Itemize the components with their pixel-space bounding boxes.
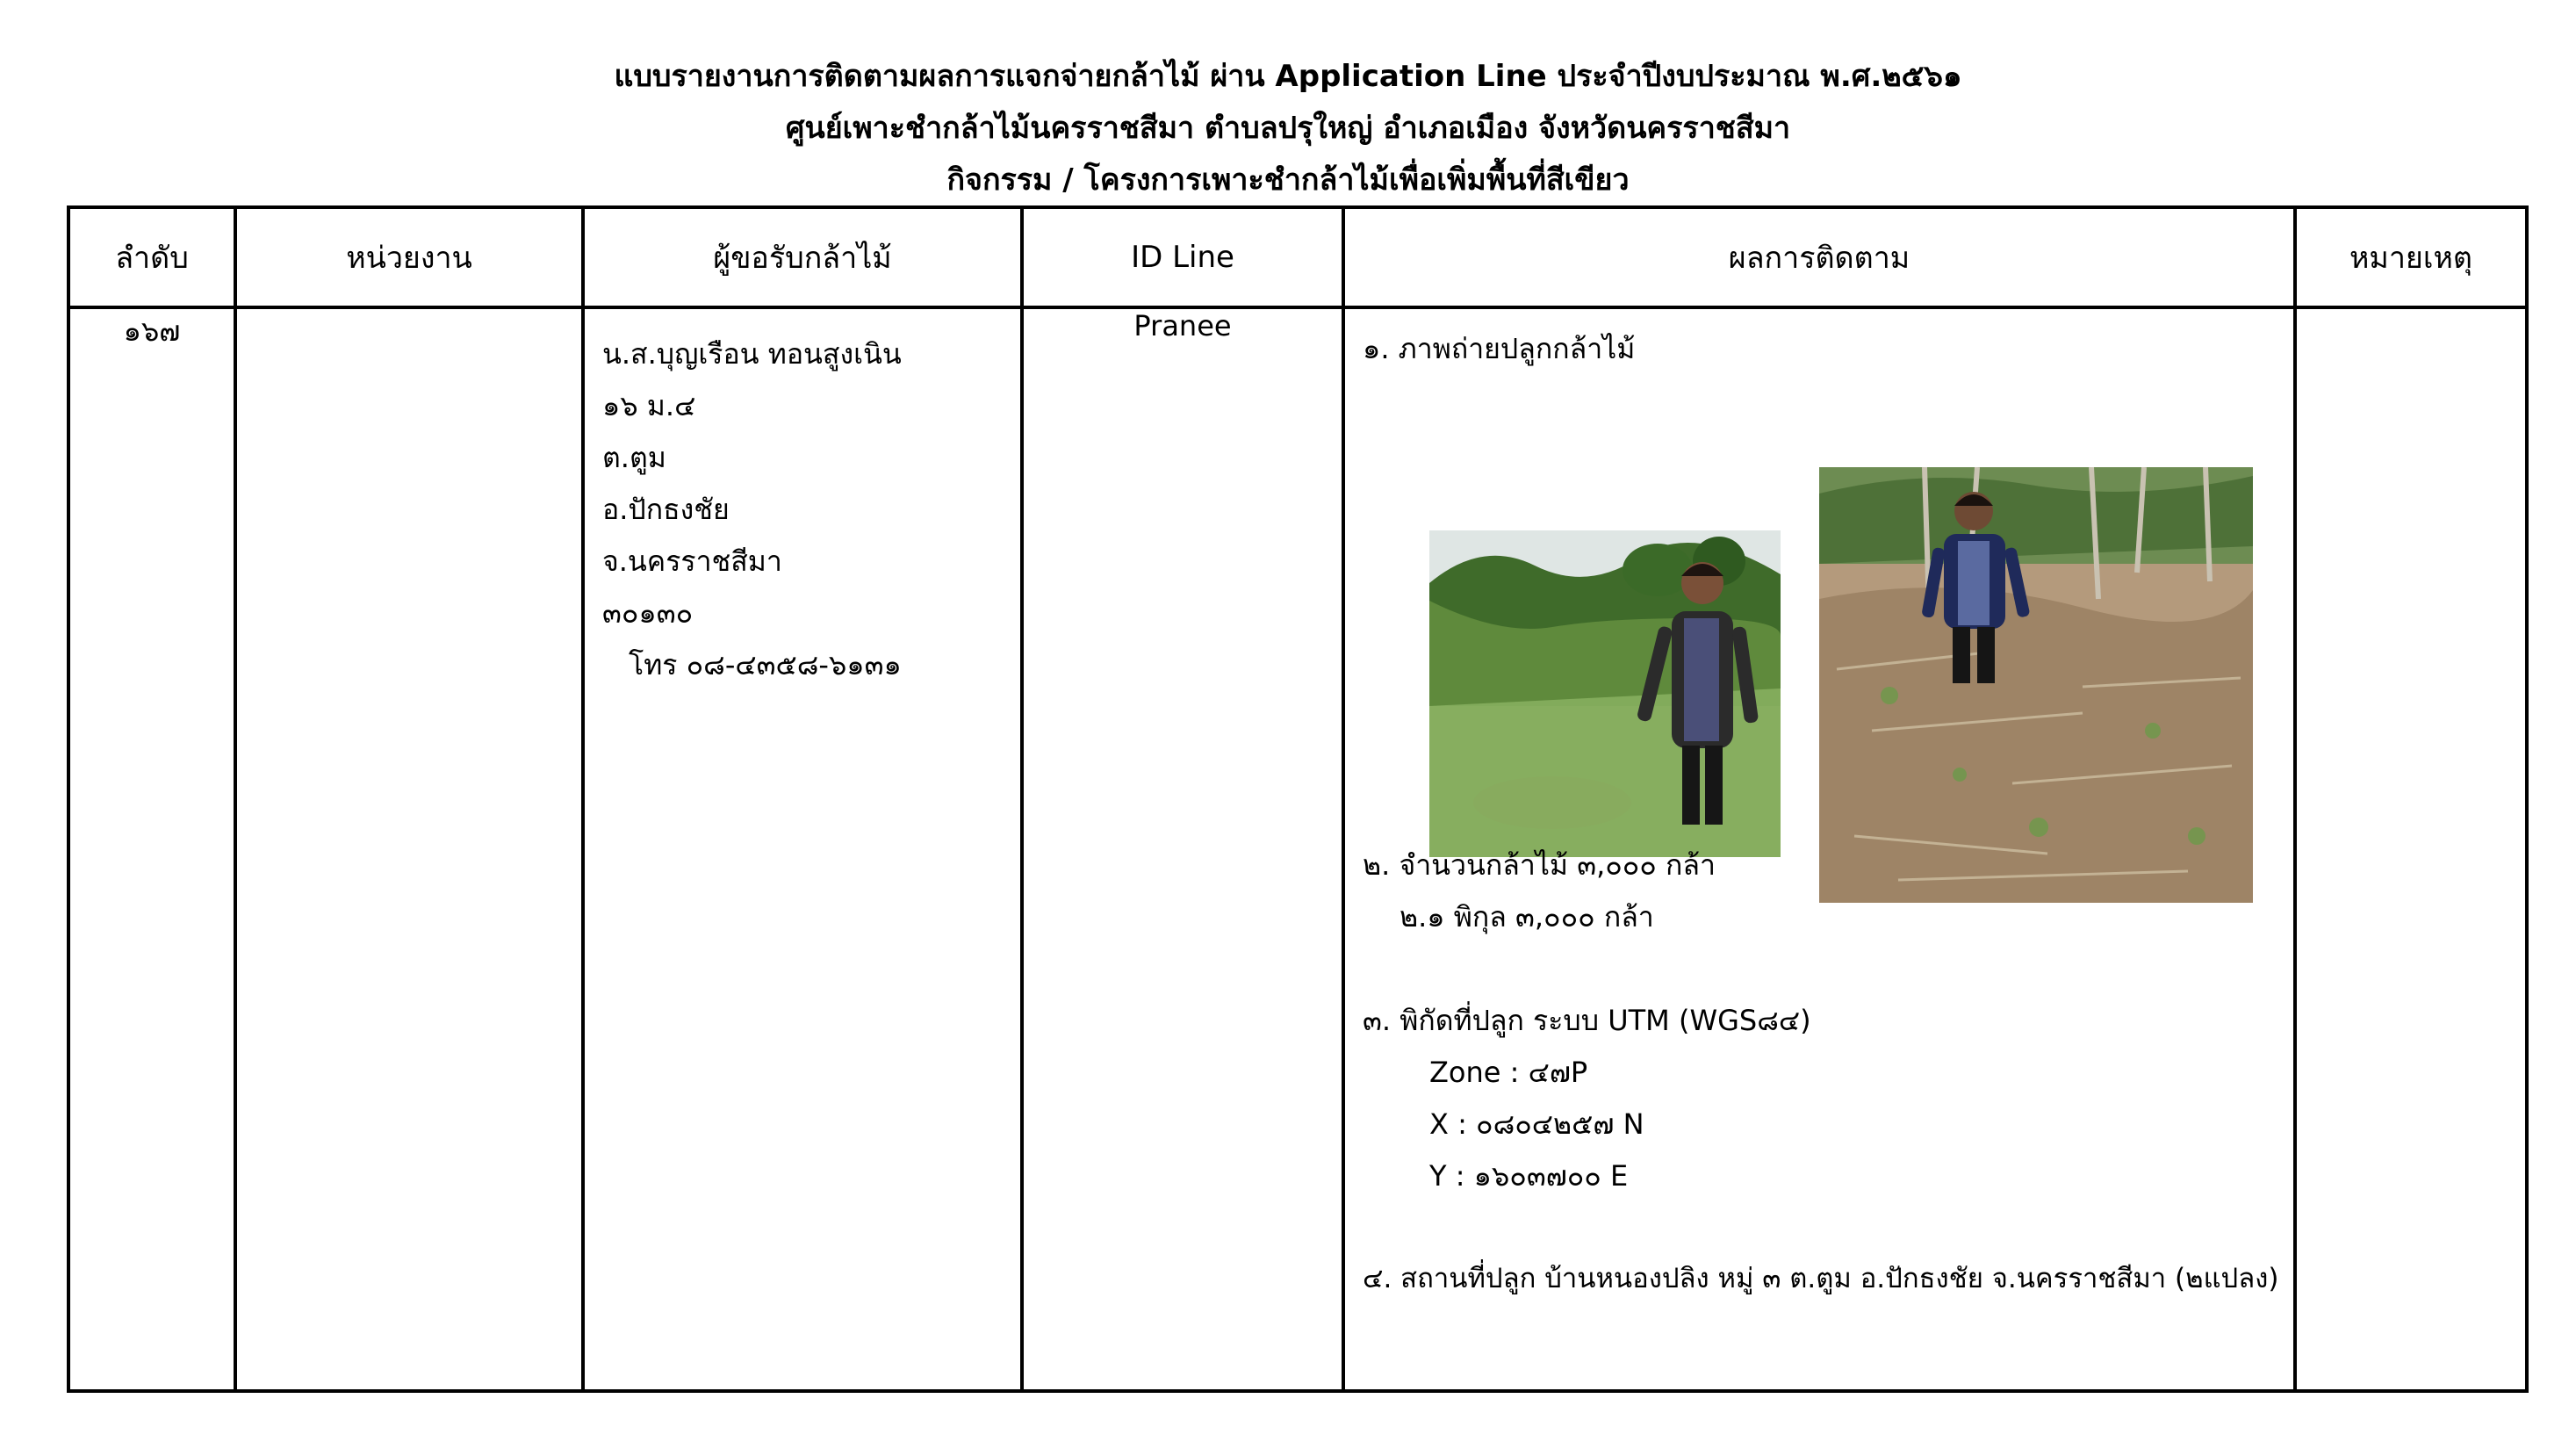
report-title [0,51,2576,206]
recipient-address-2: ต.ตูม [602,441,666,474]
photo-woman-in-grass-field [1429,530,1781,857]
result-x-coordinate: X : ๐๘๐๔๒๕๗ N [1429,1107,1644,1141]
recipient-postcode: ๓๐๑๓๐ [602,596,694,630]
header-recipient: ผู้ขอรับกล้าไม้ [583,207,1022,307]
recipient-address-1: ๑๖ ม.๔ [602,389,696,422]
header-row [68,207,2527,307]
result-zone: Zone : ๔๗P [1429,1056,1588,1089]
recipient-address-3: อ.ปักธงชัย [602,493,730,526]
result-y-coordinate: Y : ๑๖๐๓๗๐๐ E [1429,1159,1629,1193]
title-line-1: แบบรายงานการติดตามผลการแจกจ่ายกล้าไม้ ผ่าน Application Line ประจำปีงบประมาณ พ.ศ.๒๕๖๑ [614,59,1962,94]
cell-remark [2295,307,2527,1391]
cell-result [1343,307,2295,1391]
cell-recipient [583,307,1022,1391]
cell-id-line: Pranee [1022,307,1343,1391]
header-result: ผลการติดตาม [1343,207,2295,307]
cell-agency [235,307,583,1391]
recipient-address-4: จ.นครราชสีมา [602,544,782,578]
title-line-2: ศูนย์เพาะชำกล้าไม้นครราชสีมา ตำบลปรุใหญ่ อำเภอเมือง จังหวัดนครราชสีมา [785,111,1791,146]
report-table [67,205,2529,1393]
header-id-line: ID Line [1022,207,1343,307]
photo-woman-in-cleared-plot [1819,467,2253,903]
result-item-4: ๔. สถานที่ปลูก บ้านหนองปลิง หมู่ ๓ ต.ตูม อ.ปักธงชัย จ.นครราชสีมา (๒แปลง) [1363,1263,2279,1294]
cell-order: ๑๖๗ [68,307,235,1391]
table-row [68,307,2527,1391]
result-item-3: ๓. พิกัดที่ปลูก ระบบ UTM (WGS๘๔) [1363,1004,1811,1037]
title-line-3: กิจกรรม / โครงการเพาะชำกล้าไม้เพื่อเพิ่มพื้นที่สีเขียว [946,162,1630,198]
recipient-name: น.ส.บุญเรือน ทอนสูงเนิน [602,337,902,371]
result-item-2-1: ๒.๑ พิกุล ๓,๐๐๐ กล้า [1400,900,1654,934]
header-agency: หน่วยงาน [235,207,583,307]
result-item-2: ๒. จำนวนกล้าไม้ ๓,๐๐๐ กล้า [1363,848,1716,882]
header-remark: หมายเหตุ [2295,207,2527,307]
header-order: ลำดับ [68,207,235,307]
result-item-1: ๑. ภาพถ่ายปลูกกล้าไม้ [1363,332,1636,365]
recipient-phone: โทร ๐๘-๔๓๕๘-๖๑๓๑ [629,648,902,681]
